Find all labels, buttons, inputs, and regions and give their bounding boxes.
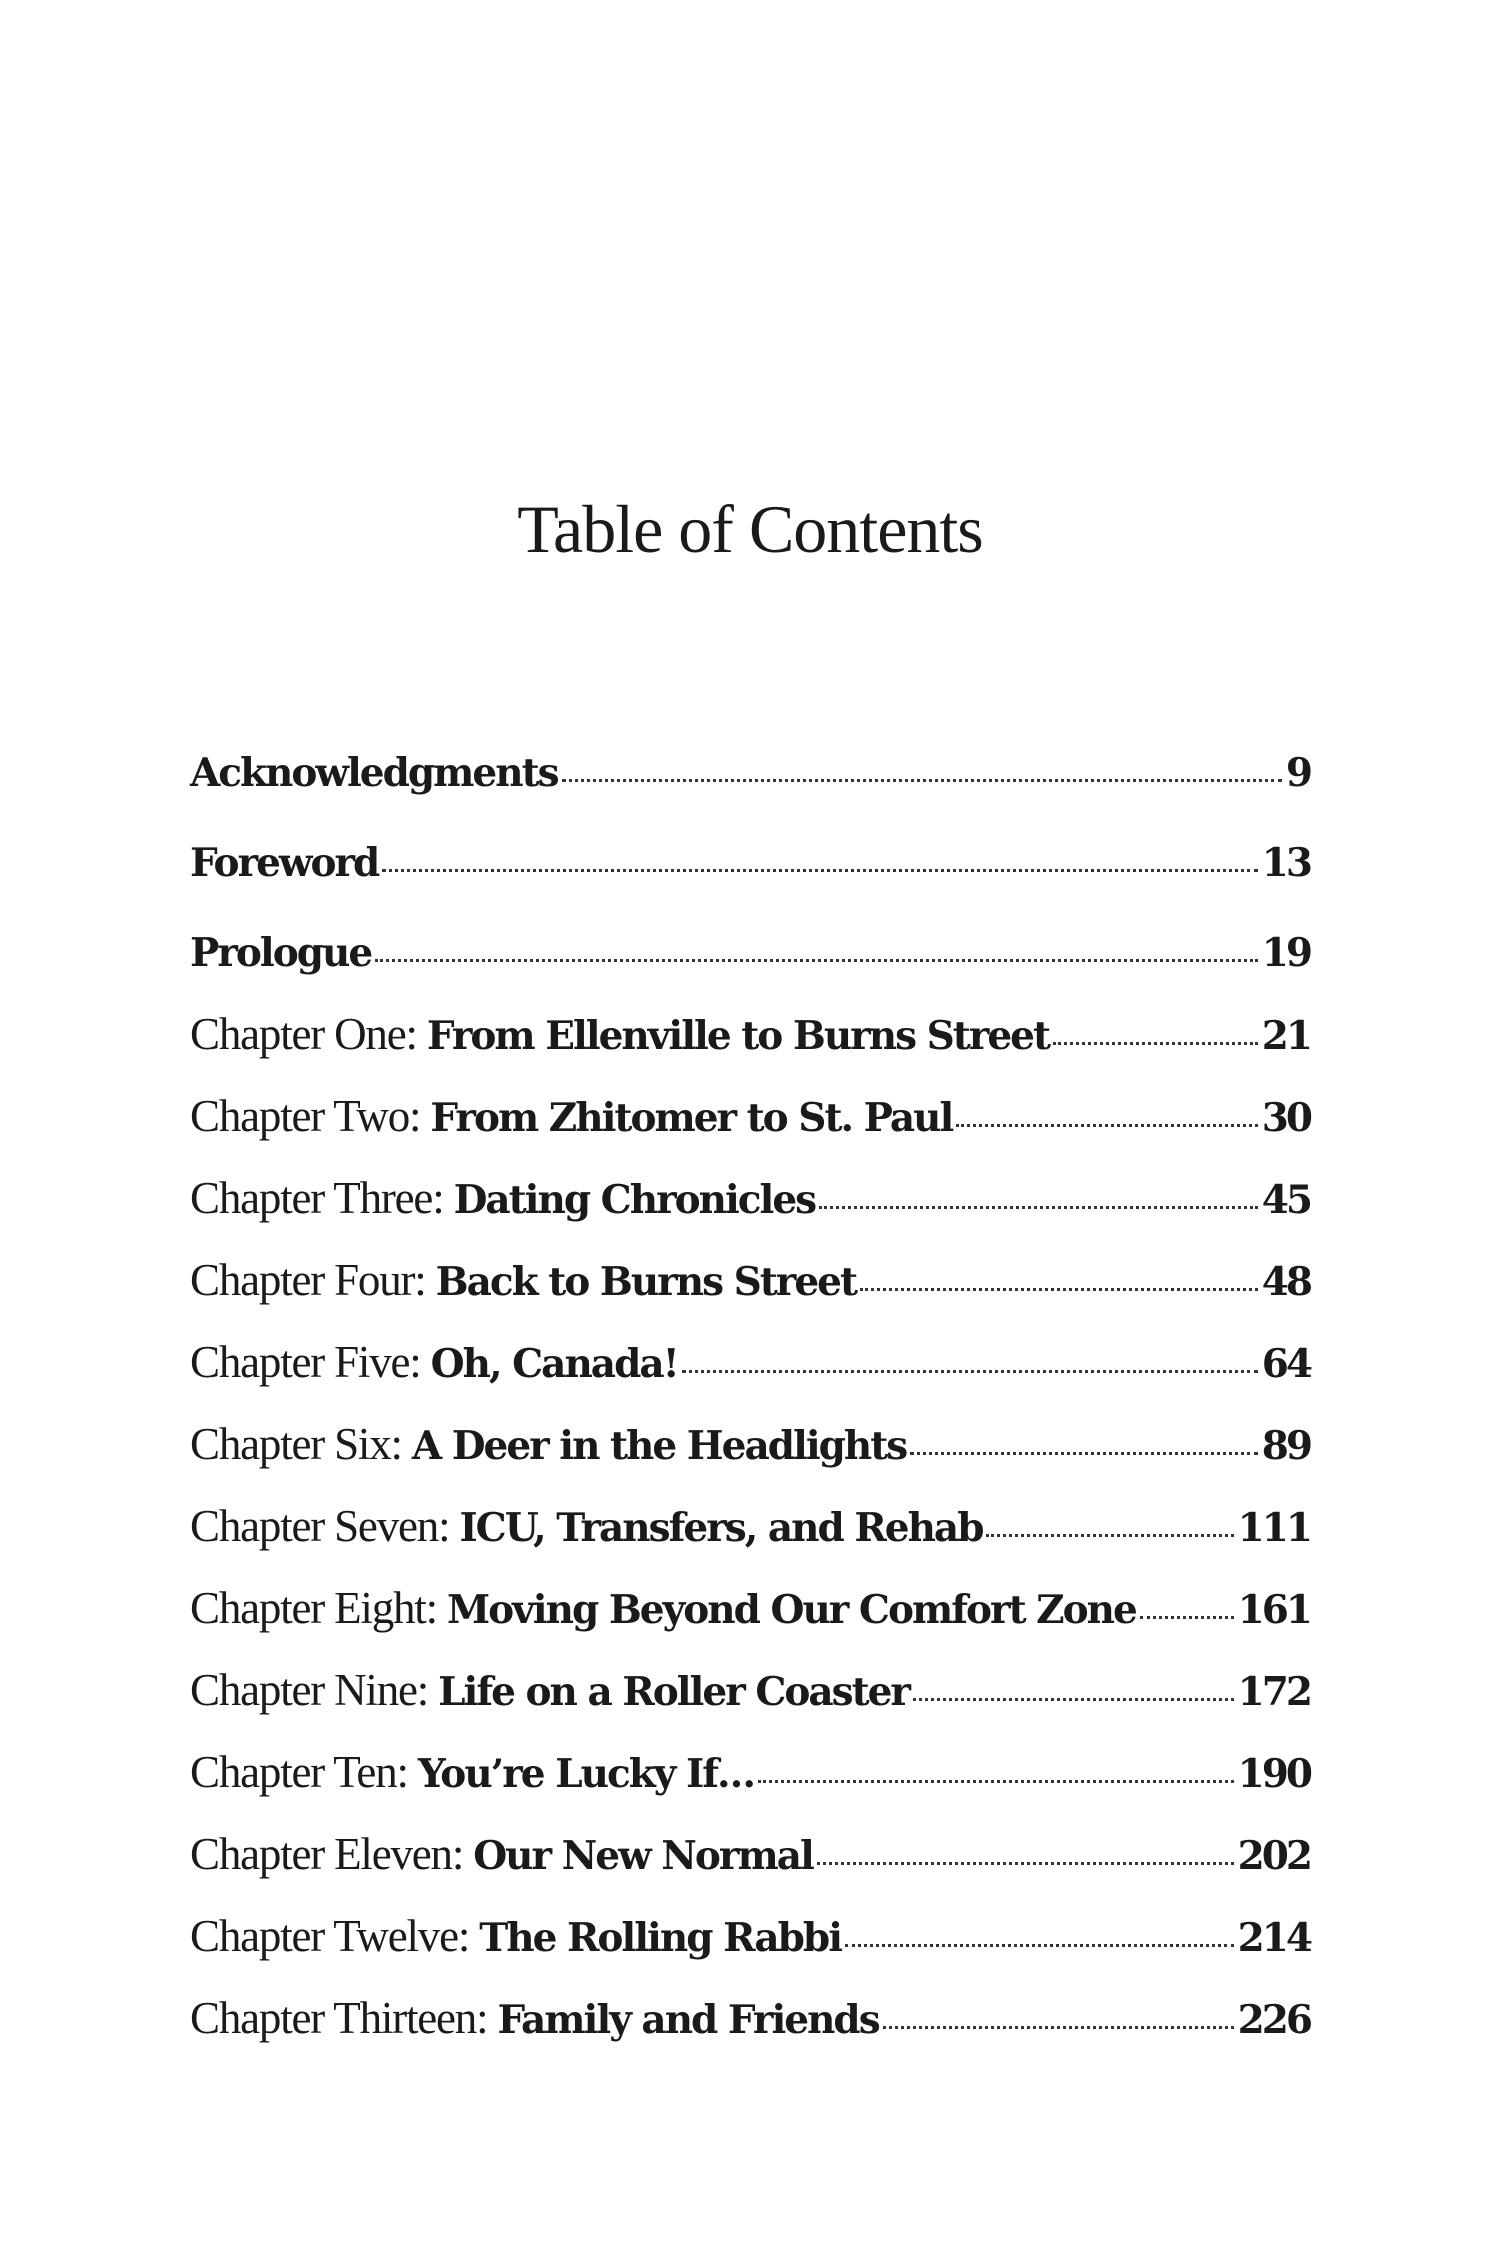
toc-entry-chapter-four — [190, 1254, 1310, 1314]
toc-entry-chapter-three — [190, 1172, 1310, 1232]
dot-leader — [986, 1534, 1233, 1537]
entry-title: Back to Burns Street — [435, 1259, 856, 1305]
entry-page-number: 214 — [1237, 1915, 1310, 1961]
entry-page-number: 13 — [1261, 840, 1310, 886]
entry-prefix: Chapter Six: — [190, 1419, 412, 1469]
entry-page-number: 202 — [1237, 1833, 1310, 1879]
dot-leader — [1140, 1616, 1234, 1619]
dot-leader — [956, 1124, 1257, 1127]
dot-leader — [845, 1944, 1234, 1947]
entry-prefix: Chapter Three: — [190, 1173, 454, 1223]
entry-page-number: 21 — [1261, 1013, 1310, 1059]
dot-leader — [910, 1452, 1257, 1455]
entry-title: Family and Friends — [497, 1997, 879, 2043]
entry-prefix: Chapter Nine: — [190, 1665, 439, 1715]
dot-leader — [382, 869, 1257, 872]
entry-page-number: 9 — [1285, 750, 1310, 796]
entry-title: Dating Chronicles — [453, 1177, 816, 1223]
entry-prefix: Chapter Eight: — [190, 1583, 447, 1633]
toc-entry-prologue — [190, 925, 1310, 985]
entry-prefix: Chapter Thirteen: — [190, 1993, 498, 2043]
dot-leader — [883, 2026, 1234, 2029]
toc-entry-chapter-eleven — [190, 1828, 1310, 1888]
entry-title: From Ellenville to Burns Street — [426, 1013, 1049, 1059]
dot-leader — [682, 1370, 1258, 1373]
dot-leader — [1053, 1042, 1258, 1045]
entry-title: Prologue — [190, 930, 372, 976]
toc-entry-chapter-nine — [190, 1664, 1310, 1724]
toc-entry-chapter-ten — [190, 1746, 1310, 1806]
entry-title: A Deer in the Headlights — [411, 1423, 907, 1469]
entry-page-number: 190 — [1237, 1751, 1310, 1797]
dot-leader — [860, 1288, 1258, 1291]
dot-leader — [562, 779, 1282, 782]
toc-entry-chapter-six — [190, 1418, 1310, 1478]
dot-leader — [758, 1780, 1234, 1783]
dot-leader — [913, 1698, 1234, 1701]
entry-title: Oh, Canada! — [430, 1341, 678, 1387]
entry-prefix: Chapter Eleven: — [190, 1829, 474, 1879]
entry-title: ICU, Transfers, and Rehab — [459, 1505, 983, 1551]
entry-title: Acknowledgments — [190, 750, 558, 796]
dot-leader — [819, 1206, 1258, 1209]
entry-page-number: 226 — [1237, 1997, 1310, 2043]
toc-entry-chapter-two — [190, 1090, 1310, 1150]
toc-entry-chapter-seven — [190, 1500, 1310, 1560]
toc-entry-chapter-eight — [190, 1582, 1310, 1642]
entry-page-number: 45 — [1261, 1177, 1310, 1223]
entry-title: From Zhitomer to St. Paul — [430, 1095, 953, 1141]
entry-prefix: Chapter Seven: — [190, 1501, 460, 1551]
entry-prefix: Chapter Two: — [190, 1091, 431, 1141]
entry-page-number: 19 — [1261, 930, 1310, 976]
page-title: Table of Contents — [517, 491, 983, 567]
toc-entry-acknowledgments — [190, 745, 1310, 805]
entry-page-number: 48 — [1261, 1259, 1310, 1305]
entry-prefix: Chapter Ten: — [190, 1747, 418, 1797]
entry-title: The Rolling Rabbi — [479, 1915, 842, 1961]
toc-entry-chapter-five — [190, 1336, 1310, 1396]
toc-entry-chapter-one — [190, 1008, 1310, 1068]
entry-page-number: 30 — [1261, 1095, 1310, 1141]
entry-title: Life on a Roller Coaster — [438, 1669, 909, 1715]
entry-page-number: 111 — [1237, 1505, 1310, 1551]
entry-page-number: 64 — [1261, 1341, 1310, 1387]
entry-prefix: Chapter Five: — [190, 1337, 431, 1387]
entry-title: Foreword — [190, 840, 379, 886]
entry-page-number: 161 — [1237, 1587, 1310, 1633]
entry-page-number: 89 — [1261, 1423, 1310, 1469]
toc-entry-foreword — [190, 835, 1310, 895]
entry-title: Moving Beyond Our Comfort Zone — [446, 1587, 1136, 1633]
dot-leader — [817, 1862, 1234, 1865]
entry-prefix: Chapter Four: — [190, 1255, 436, 1305]
entry-page-number: 172 — [1237, 1669, 1310, 1715]
toc-entry-chapter-thirteen — [190, 1992, 1310, 2052]
entry-prefix: Chapter One: — [190, 1009, 427, 1059]
entry-title: Our New Normal — [473, 1833, 813, 1879]
entry-title: You’re Lucky If… — [417, 1751, 754, 1797]
dot-leader — [375, 959, 1258, 962]
entry-prefix: Chapter Twelve: — [190, 1911, 480, 1961]
toc-entry-chapter-twelve — [190, 1910, 1310, 1970]
